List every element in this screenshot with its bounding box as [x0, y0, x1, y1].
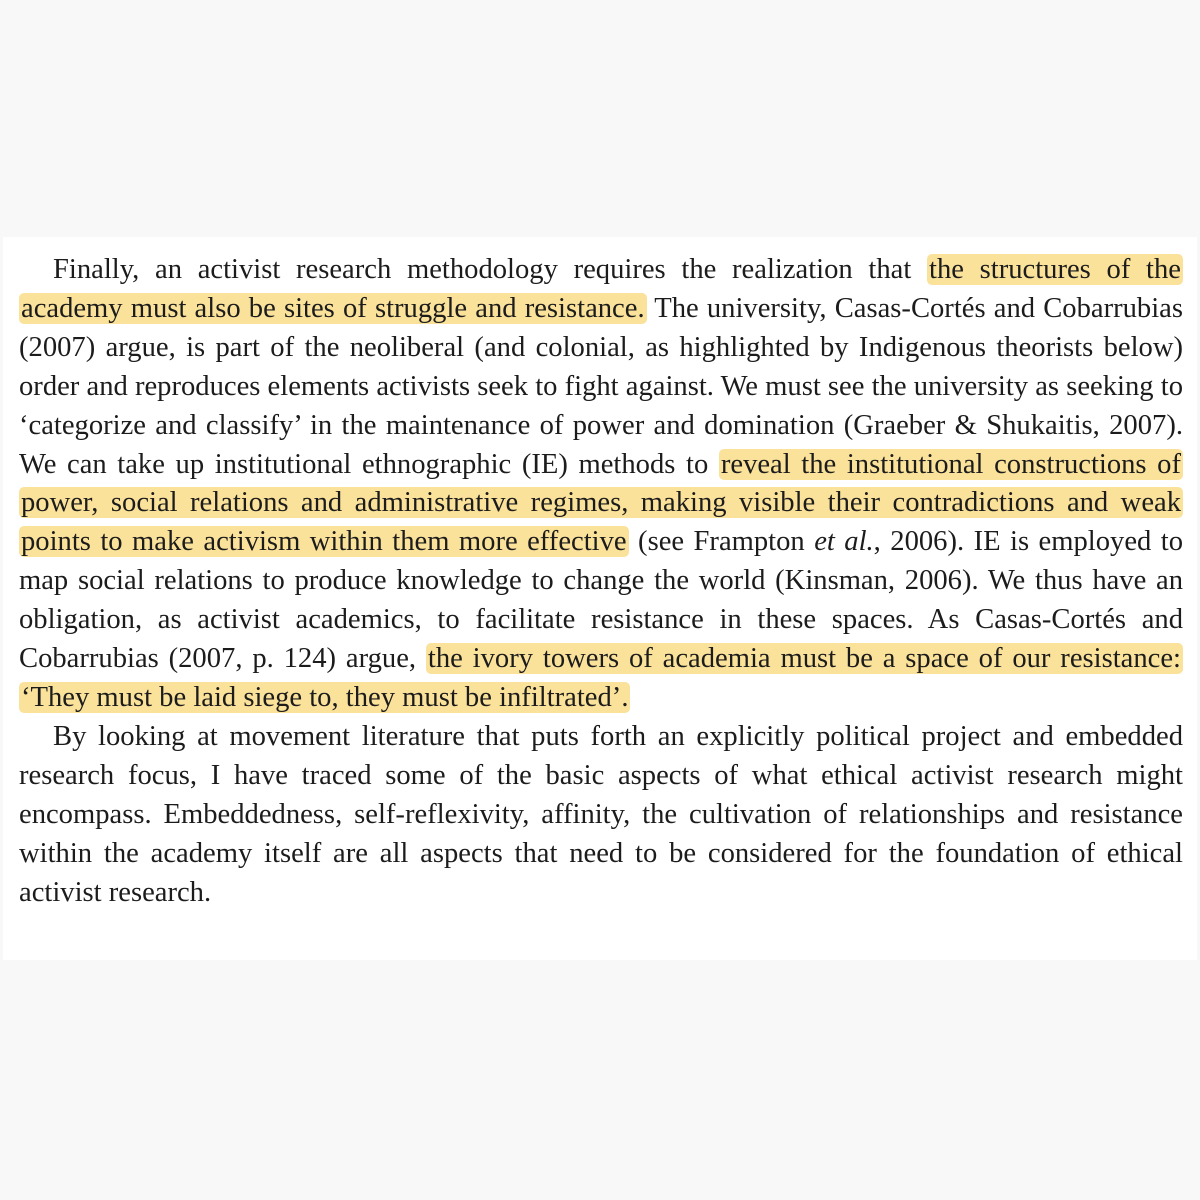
highlighted-passage: the ivory towers of academia must be a space of our resistance: ‘They must be laid siege to, they must be infiltrated’. [21, 643, 1181, 713]
paragraph-2 [19, 718, 1183, 913]
text-segment: , 2006). IE is employed to map social relations to produce knowledge to change the world (Kinsman, 2006). We thus have an obligation, as activist academics, to facilitate resistance in these spaces. As Casas-Cortés and Cobarrubias (2007, p. 124) argue, [19, 526, 1183, 675]
text-excerpt [3, 237, 1197, 960]
text-segment: The university, Casas-Cortés and Cobarrubias (2007) argue, is part of the neoliberal (and colonial, as highlighted by Indigenous theorists below) order and reproduces elements activists seek to fight against. We must see the university as seeking to ‘categorize and classify’ in the maintenance of power and domination (Graeber & Shukaitis, 2007). We can take up institutional ethnographic (IE) methods to [19, 292, 1183, 480]
highlighted-passage: reveal the institutional constructions of power, social relations and administrative regimes, making visible their contradictions and weak points to make activism within them more effective [21, 448, 1181, 558]
text-segment: (see Frampton [628, 526, 815, 558]
text-segment: By looking at movement literature that puts forth an explicitly political project and embedded research focus, I have traced some of the basic aspects of what ethical activist research might encompass. Embeddedness, self-reflexivity, affinity, the cultivation of relationships and resistance within the academy itself are all aspects that need to be considered for the foundation of ethical activist research. [19, 720, 1183, 908]
text-segment: Finally, an activist research methodology requires the realization that [53, 254, 927, 285]
highlighted-passage: the structures of the academy must also be sites of struggle and resistance. [21, 254, 1181, 324]
italic-citation-text: et al. [814, 526, 874, 558]
paragraph-1 [19, 251, 1183, 718]
